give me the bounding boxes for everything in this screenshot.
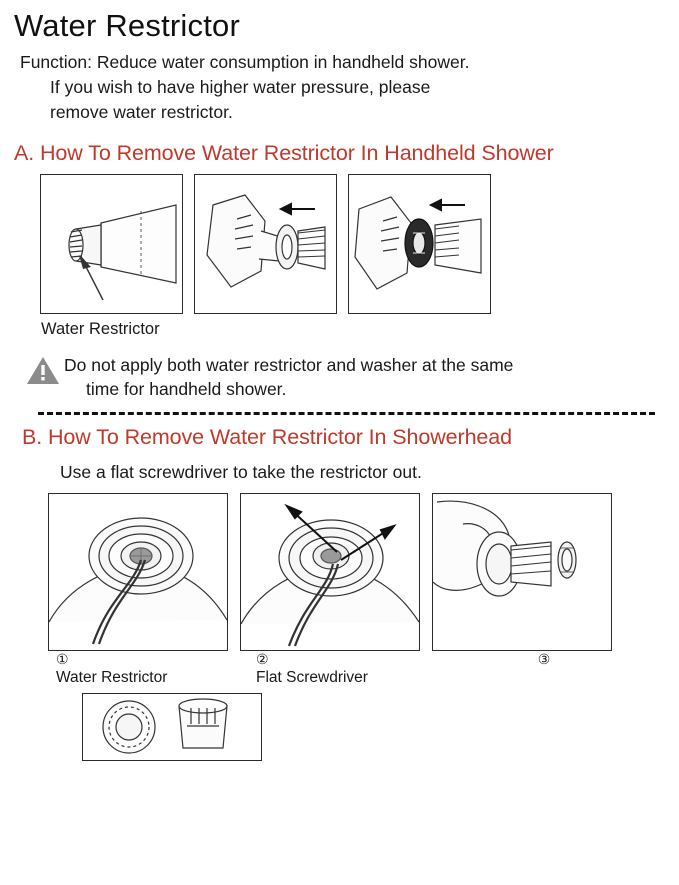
function-line-1: Function: Reduce water consumption in handheld shower.: [20, 52, 470, 72]
section-b-heading: B. How To Remove Water Restrictor In Showerhead: [22, 425, 512, 450]
warning-triangle-icon: [26, 355, 60, 385]
dashed-divider: [38, 412, 655, 415]
figure-b4-restrictor-parts: [82, 693, 262, 761]
caption-b1-label: Water Restrictor: [56, 669, 168, 687]
section-a-figures: [40, 174, 669, 314]
figure-b3: [432, 493, 612, 651]
caption-b2-number: ②: [256, 651, 269, 668]
caption-water-restrictor-a: Water Restrictor: [41, 319, 160, 338]
figure-b1-drawing: [49, 494, 227, 650]
figure-a2-drawing: [195, 175, 336, 313]
function-description: [20, 50, 669, 125]
figure-a2: [194, 174, 337, 314]
figure-b2: [240, 493, 420, 651]
warning-row: [26, 353, 669, 403]
warning-line-1: Do not apply both water restrictor and washer at the same: [64, 354, 514, 375]
figure-a1-drawing: [41, 175, 182, 313]
figure-a3: [348, 174, 491, 314]
figure-b4-drawing: [83, 694, 261, 760]
figure-b1: [48, 493, 228, 651]
caption-b1-number: ①: [56, 651, 69, 668]
caption-b1: [48, 651, 248, 687]
caption-b2: [248, 651, 448, 687]
section-a-heading: A. How To Remove Water Restrictor In Handheld Shower: [14, 140, 554, 165]
section-b-captions: [48, 651, 669, 687]
figure-a1: [40, 174, 183, 314]
function-line-2: If you wish to have higher water pressure, please: [50, 76, 431, 97]
figure-b3-drawing: [433, 494, 611, 650]
warning-text: [64, 353, 513, 403]
page-title: Water Restrictor: [14, 8, 240, 43]
function-line-3: remove water restrictor.: [50, 101, 233, 122]
section-b-note: Use a flat screwdriver to take the restrictor out.: [60, 462, 422, 483]
section-b-figures: [48, 493, 669, 651]
warning-line-2: time for handheld shower.: [86, 379, 287, 400]
figure-a3-drawing: [349, 175, 490, 313]
caption-b2-label: Flat Screwdriver: [256, 669, 368, 687]
figure-b2-drawing: [241, 494, 419, 650]
caption-b3: [448, 651, 640, 687]
caption-b3-number: ③: [537, 651, 551, 668]
